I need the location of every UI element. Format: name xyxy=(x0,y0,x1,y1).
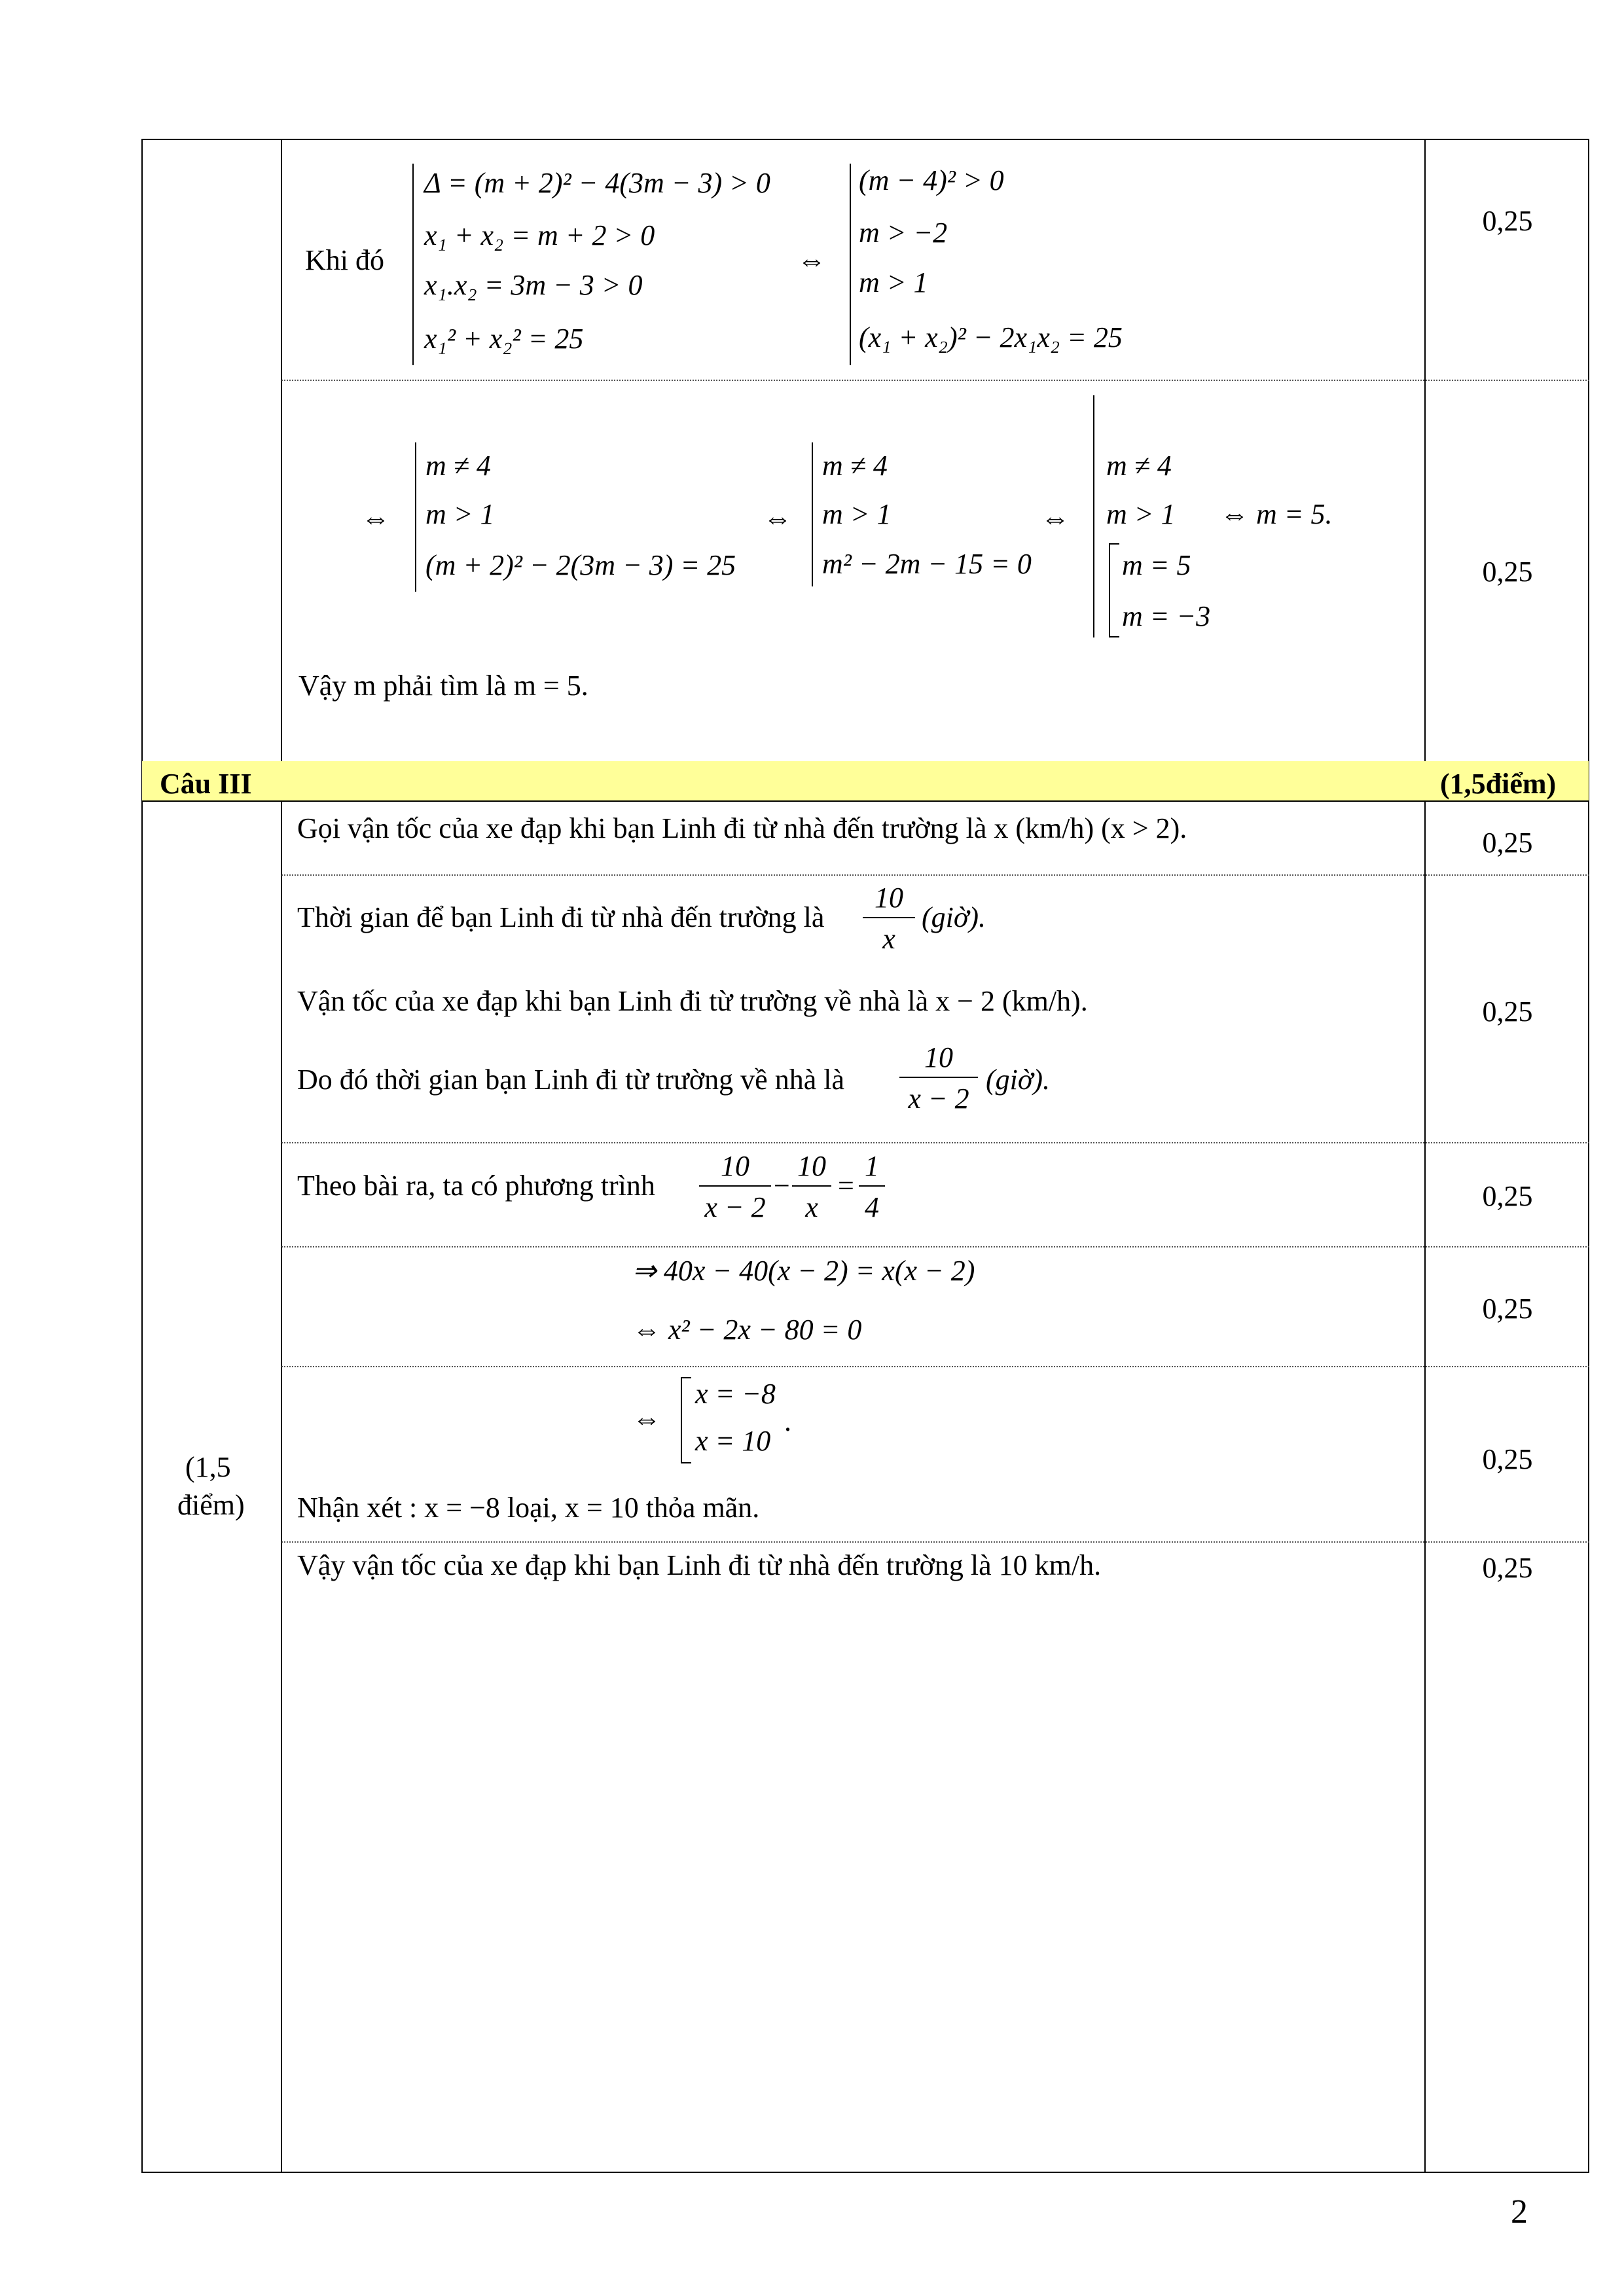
row-text: Thời gian để bạn Linh đi từ nhà đến trường là xyxy=(297,901,825,933)
equivalence-symbol: ⇔ xyxy=(632,1403,661,1435)
equivalence-symbol: ⇔ xyxy=(361,502,390,534)
side-points-line1: (1,5 xyxy=(185,1451,231,1483)
condition-1: (m − 4)² > 0 xyxy=(859,164,1004,196)
unit: (giờ). xyxy=(922,901,986,933)
final-answer: Vậy vận tốc của xe đạp khi bạn Linh đi từ nhà đến trường là 10 km/h. xyxy=(297,1549,1102,1581)
condition-sum: x₁ + x₂ = m + 2 > 0 xyxy=(424,219,655,251)
case-2: x = 10 xyxy=(695,1425,771,1457)
score: 0,25 xyxy=(1482,996,1533,1028)
fraction xyxy=(859,1149,885,1224)
score: 0,25 xyxy=(1482,1293,1533,1325)
equivalence-symbol: ⇔ xyxy=(1041,502,1070,534)
condition-2: m > 1 xyxy=(822,498,892,530)
condition-2: m > 1 xyxy=(425,498,495,530)
condition-3: m > 1 xyxy=(859,266,928,298)
column-divider xyxy=(1424,139,1426,2173)
condition-squares: x₁² + x₂² = 25 xyxy=(424,323,584,355)
equation-line-2: ⇔ x² − 2x − 80 = 0 xyxy=(632,1314,862,1346)
score: 0,25 xyxy=(1482,827,1533,859)
system-brace xyxy=(812,442,813,586)
period: . xyxy=(784,1405,791,1437)
section-label: Câu III xyxy=(160,768,252,800)
case-1: x = −8 xyxy=(695,1378,776,1410)
fraction-numerator: 10 xyxy=(899,1041,978,1078)
system-brace xyxy=(415,442,416,592)
minus-sign: − xyxy=(774,1170,790,1202)
fraction-denominator: x xyxy=(882,923,895,955)
section-points: (1,5điểm) xyxy=(1440,768,1557,800)
fraction-numerator: 10 xyxy=(699,1149,771,1187)
fraction-numerator: 10 xyxy=(792,1149,831,1187)
condition-delta: Δ = (m + 2)² − 4(3m − 3) > 0 xyxy=(424,167,770,199)
condition-2: m > −2 xyxy=(859,217,948,249)
score: 0,25 xyxy=(1482,1180,1533,1212)
row-text: Vận tốc của xe đạp khi bạn Linh đi từ trường về nhà là x − 2 (km/h). xyxy=(297,985,1088,1017)
condition-1: m ≠ 4 xyxy=(822,450,888,482)
fraction-denominator: x − 2 xyxy=(704,1191,766,1223)
fraction xyxy=(792,1149,831,1224)
equation-line-1: ⇒ 40x − 40(x − 2) = x(x − 2) xyxy=(632,1255,975,1287)
page-number: 2 xyxy=(1511,2193,1528,2231)
fraction xyxy=(899,1041,978,1115)
row-divider xyxy=(281,1246,1589,1247)
equivalence-symbol: ⇔ xyxy=(797,244,826,276)
row-text: Gọi vận tốc của xe đạp khi bạn Linh đi từ nhà đến trường là x (km/h) (x > 2). xyxy=(297,812,1187,844)
khi-do-label: Khi đó xyxy=(305,244,384,276)
condition-3: (m + 2)² − 2(3m − 3) = 25 xyxy=(425,549,736,581)
condition-1: m ≠ 4 xyxy=(425,450,491,482)
case-2: m = −3 xyxy=(1122,600,1211,632)
condition-3: m² − 2m − 15 = 0 xyxy=(822,548,1032,580)
condition-1: m ≠ 4 xyxy=(1106,450,1172,482)
fraction xyxy=(699,1149,771,1224)
row-text: Theo bài ra, ta có phương trình xyxy=(297,1170,655,1202)
fraction-denominator: x − 2 xyxy=(908,1083,969,1115)
final-result: ⇔ m = 5. xyxy=(1220,498,1333,530)
row-divider xyxy=(281,1366,1589,1367)
conclusion: Vậy m phải tìm là m = 5. xyxy=(298,670,588,702)
section-header-bg xyxy=(142,761,1589,800)
condition-4: (x₁ + x₂)² − 2x₁x₂ = 25 xyxy=(859,321,1123,353)
fraction-denominator: 4 xyxy=(865,1191,879,1223)
row-divider xyxy=(281,874,1589,876)
system-brace xyxy=(1093,395,1094,637)
score: 0,25 xyxy=(1482,556,1533,588)
equals-sign: = xyxy=(838,1170,854,1202)
score: 0,25 xyxy=(1482,1552,1533,1584)
fraction-numerator: 1 xyxy=(859,1149,885,1187)
score: 0,25 xyxy=(1482,1443,1533,1475)
cases-bracket xyxy=(1109,543,1119,637)
system-brace xyxy=(850,164,851,365)
row-divider xyxy=(281,1142,1589,1143)
system-brace xyxy=(412,164,414,365)
column-divider xyxy=(281,139,282,2173)
condition-product: x₁.x₂ = 3m − 3 > 0 xyxy=(424,269,643,301)
fraction-numerator: 10 xyxy=(863,881,915,918)
note: Nhận xét : x = −8 loại, x = 10 thỏa mãn. xyxy=(297,1492,760,1524)
row-text: Do đó thời gian bạn Linh đi từ trường về nhà là xyxy=(297,1064,844,1096)
fraction-denominator: x xyxy=(805,1191,818,1223)
row-divider xyxy=(281,380,1589,381)
score: 0,25 xyxy=(1482,205,1533,237)
equivalence-symbol: ⇔ xyxy=(763,502,792,534)
unit: (giờ). xyxy=(986,1064,1051,1096)
cases-bracket xyxy=(681,1377,691,1463)
case-1: m = 5 xyxy=(1122,549,1191,581)
side-points-line2: điểm) xyxy=(177,1489,245,1521)
row-divider xyxy=(281,1541,1589,1543)
fraction xyxy=(863,881,915,956)
row-divider xyxy=(141,800,1589,802)
condition-2: m > 1 xyxy=(1106,498,1176,530)
